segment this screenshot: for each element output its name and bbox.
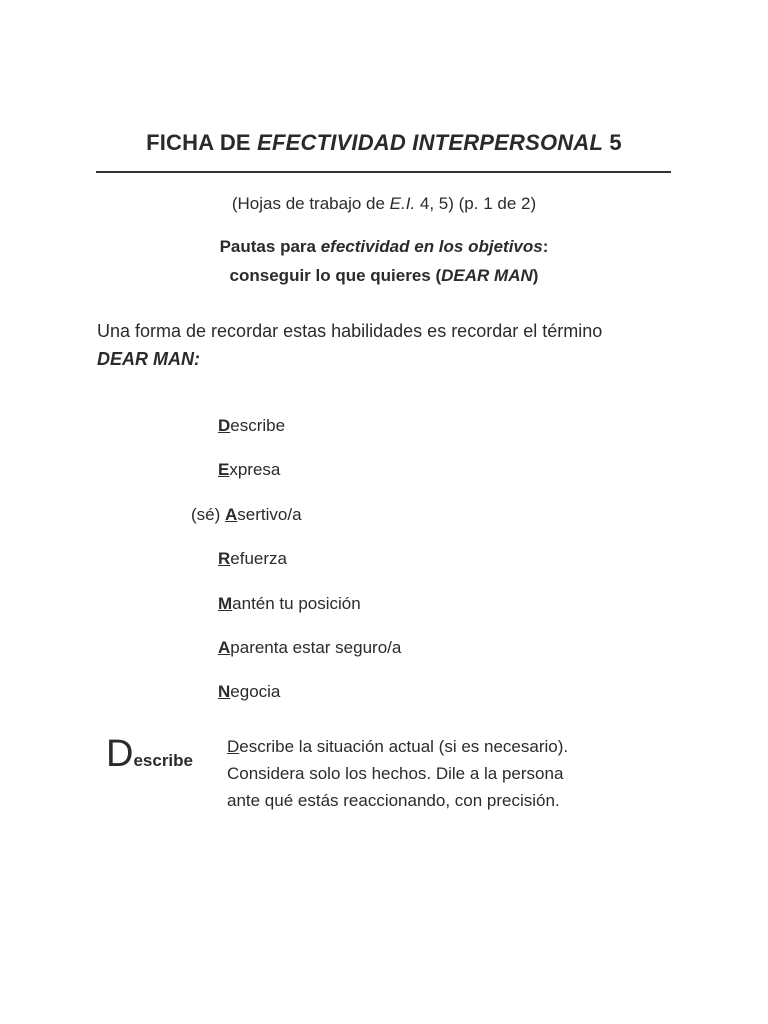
intro-text: Una forma de recordar estas habilidades es recordar el término (97, 321, 603, 341)
skill-rest: egocia (230, 682, 281, 701)
skill-initial: M (218, 594, 233, 613)
intro-term: DEAR MAN (97, 349, 194, 369)
title-suffix: 5 (603, 130, 622, 155)
skill-item-assert (191, 505, 302, 525)
subtitle-after: 4, 5) (p. 1 de 2) (415, 194, 537, 213)
heading-l2-plain: conseguir lo que quieres ( (229, 266, 442, 285)
page-title (96, 130, 672, 156)
side-label-initial: D (106, 733, 134, 775)
skill-rest: parenta estar seguro/a (230, 638, 402, 657)
heading-l1-plain: Pautas para (219, 237, 321, 256)
intro-paragraph (97, 317, 657, 373)
section-heading-line-1 (96, 237, 672, 257)
skill-initial: A (225, 505, 238, 524)
section-heading-line-2 (96, 266, 672, 286)
heading-l2-italic: DEAR MAN (441, 266, 533, 285)
describe-explanation (227, 733, 597, 814)
skill-rest: efuerza (230, 549, 287, 568)
skill-item-describe (218, 416, 285, 436)
skill-initial: R (218, 549, 231, 568)
heading-l2-end: ) (532, 266, 539, 285)
desc-rest: escribe la situación actual (si es necesario). Considera solo los hechos. Dile a la persona ante qué estás reaccionando, con precisión. (227, 737, 569, 810)
skill-item-express (218, 460, 280, 480)
describe-side-label (106, 733, 193, 776)
desc-initial: D (227, 737, 240, 756)
title-prefix: FICHA DE (146, 130, 258, 155)
skill-initial: A (218, 638, 231, 657)
skill-rest: sertivo/a (237, 505, 302, 524)
skill-rest: xpresa (229, 460, 281, 479)
skill-initial: D (218, 416, 231, 435)
intro-end: : (194, 349, 200, 369)
heading-l1-italic: efectividad en los objetivos (320, 237, 543, 256)
skill-initial: E (218, 460, 230, 479)
skill-initial: N (218, 682, 231, 701)
skill-item-appear-confident (218, 638, 401, 658)
side-label-rest: escribe (133, 751, 193, 770)
subtitle-italic: E.I. (389, 194, 416, 213)
skill-rest: escribe (230, 416, 286, 435)
skill-item-reinforce (218, 549, 287, 569)
title-divider (96, 171, 671, 173)
skill-prefix: (sé) (191, 505, 225, 524)
skill-rest: antén tu posición (232, 594, 361, 613)
skill-item-negotiate (218, 682, 280, 702)
skill-item-mindful (218, 594, 361, 614)
title-emphasis: EFECTIVIDAD INTERPERSONAL (257, 130, 604, 155)
heading-l1-end: : (542, 237, 549, 256)
worksheet-reference (96, 194, 672, 214)
subtitle-before: (Hojas de trabajo de (231, 194, 390, 213)
